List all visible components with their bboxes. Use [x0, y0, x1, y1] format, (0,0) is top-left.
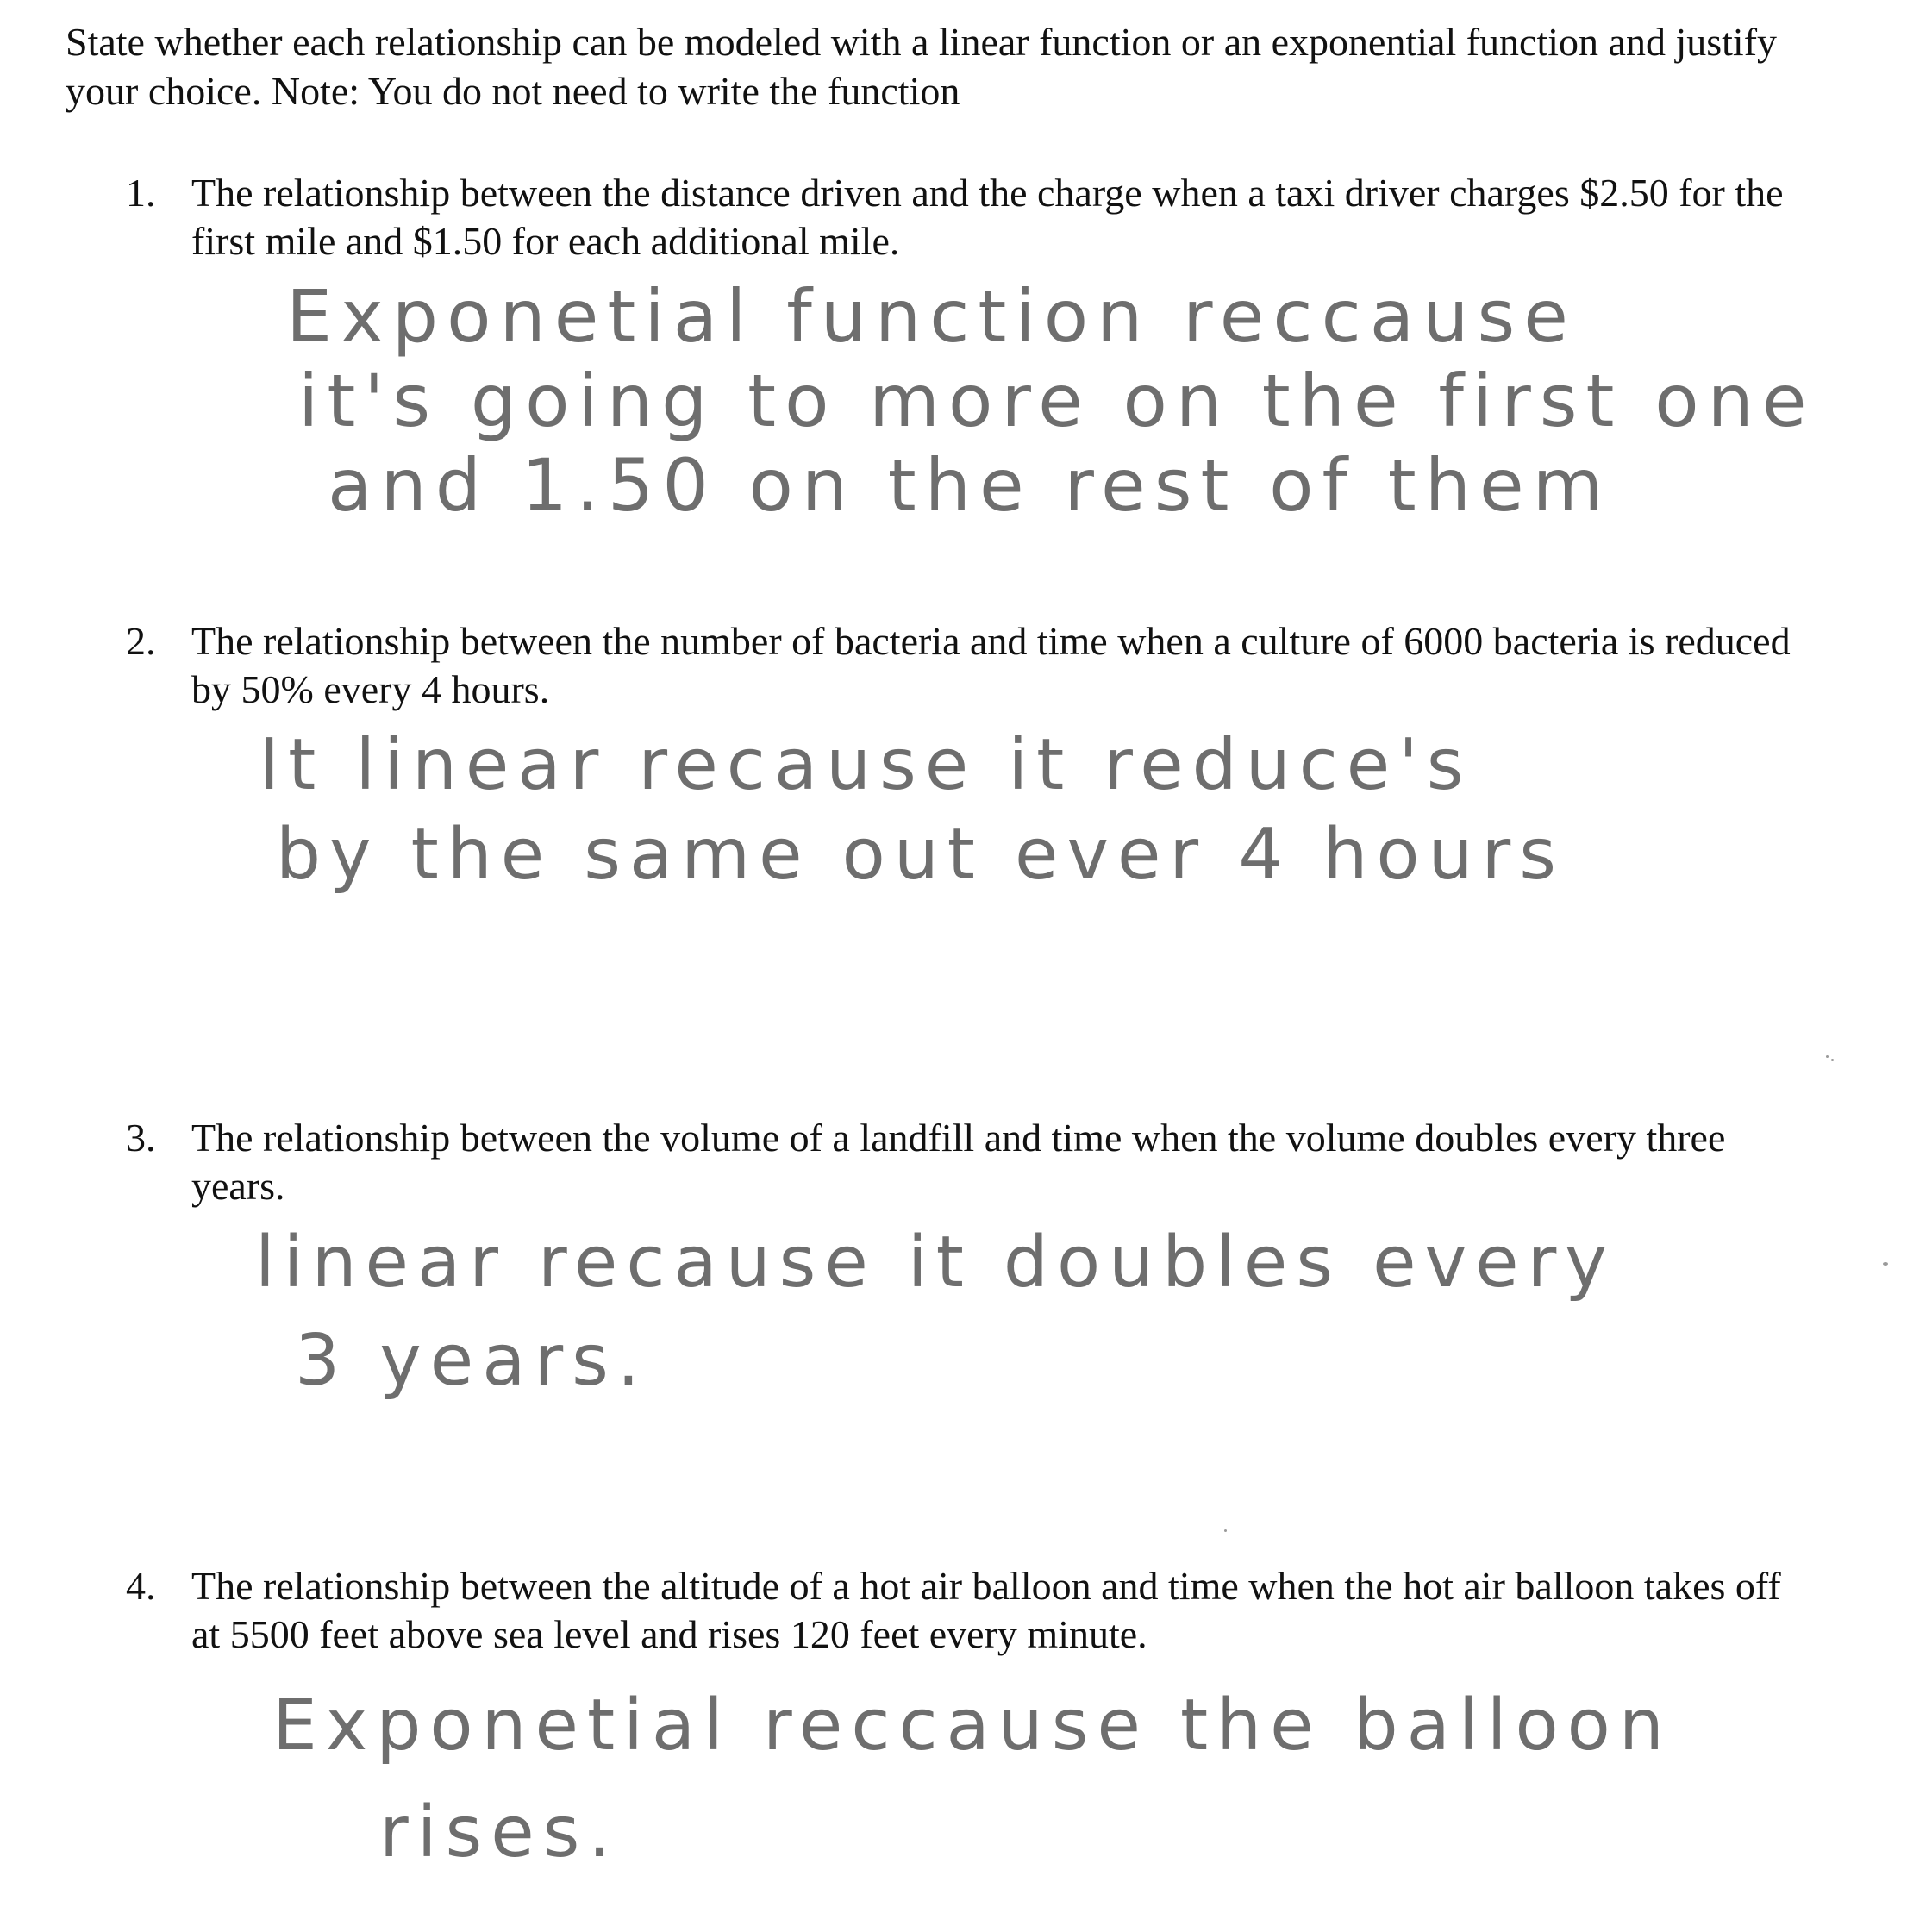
answer-line: Exponetial function reccause — [286, 274, 1577, 359]
question-number: 3. — [126, 1116, 156, 1160]
handwritten-answer-2 — [259, 721, 1565, 900]
question-number: 4. — [126, 1564, 156, 1608]
scan-speck — [1831, 1059, 1834, 1061]
question-text: The relationship between the volume of a landfill and time when the volume doubles every three years. — [191, 1116, 1726, 1208]
question-text: The relationship between the distance driven and the charge when a taxi driver charges $2.50 for the first mile and $1.50 for each additional mile. — [191, 171, 1784, 263]
answer-line: 3 years. — [295, 1320, 648, 1402]
question-text: The relationship between the altitude of a hot air balloon and time when the hot air balloon takes off at 5500 feet above sea level and rises 120 feet every minute. — [191, 1564, 1781, 1656]
handwritten-answer-3 — [255, 1214, 1616, 1410]
answer-line: it's going to more on the first one — [298, 359, 1816, 443]
answer-line: It linear recause it reduce's — [259, 724, 1472, 806]
instructions: State whether each relationship can be modeled with a linear function or an exponential function and justify your choice. Note: You do not need to write the function — [66, 20, 1778, 113]
handwritten-answer-1 — [286, 274, 1816, 528]
question-text: The relationship between the number of bacteria and time when a culture of 6000 bacteria is reduced by 50% every 4 hours. — [191, 619, 1791, 711]
question-number: 2. — [126, 619, 156, 663]
answer-line: and 1.50 on the rest of them — [328, 443, 1612, 528]
scan-speck — [1883, 1262, 1888, 1266]
answer-line: by the same out ever 4 hours — [276, 814, 1565, 896]
answer-line: Exponetial reccause the balloon — [272, 1685, 1673, 1766]
question-number: 1. — [126, 171, 156, 215]
scan-speck — [1826, 1055, 1829, 1058]
answer-line: rises. — [379, 1791, 620, 1873]
answer-line: linear recause it doubles every — [255, 1222, 1616, 1304]
scan-speck — [1224, 1529, 1227, 1532]
handwritten-answer-4 — [272, 1673, 1673, 1886]
